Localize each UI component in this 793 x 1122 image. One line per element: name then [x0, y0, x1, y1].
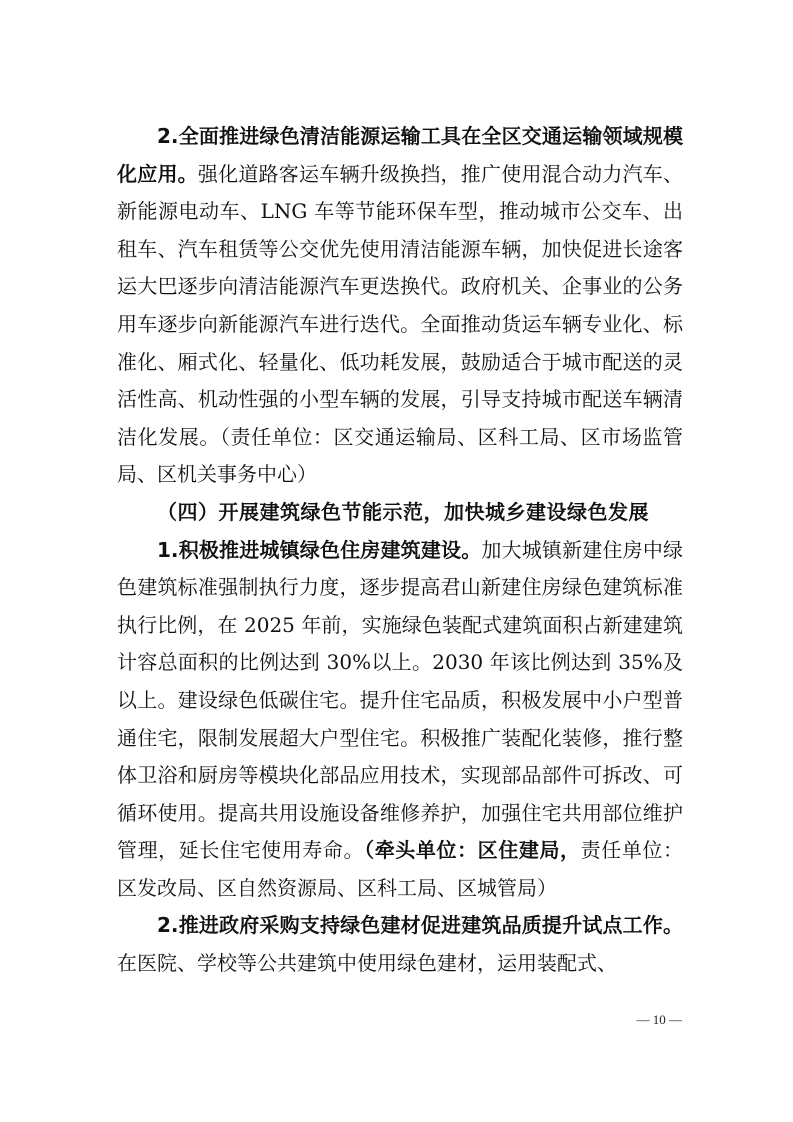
paragraph-lead: 2.推进政府采购支持绿色建材促进建筑品质提升试点工作。	[157, 913, 683, 938]
document-body	[117, 118, 683, 983]
paragraph-tail: 责任单位：区发改局、区自然资源局、区科工局、区城管局）	[117, 838, 684, 900]
paragraph-housing	[117, 532, 683, 908]
paragraph-text: 加大城镇新建住房中绿色建筑标准强制执行力度，逐步提高君山新建住房绿色建筑标准执行比例，在 2025 年前，实施绿色装配式建筑面积占新建建筑计容总面积的比例达到 30%以上。2030 年该比例达到 35%及以上。建设绿色低碳住宅。提升住宅品质，积极发展中小户型普通住宅，限制发展超大户型住宅。积极推广装配化装修，推行整体卫浴和厨房等模块化部品应用技术，实现部品部件可拆改、可循环使用。提高共用设施设备维修养护，加强住宅共用部位维护管理，延长住宅使用寿命。	[117, 537, 684, 863]
paragraph-procurement	[117, 907, 683, 982]
paragraph-text: 在医院、学校等公共建筑中使用绿色建材，运用装配式、	[117, 951, 617, 976]
paragraph-text: 强化道路客运车辆升级换挡，推广使用混合动力汽车、新能源电动车、LNG 车等节能环保车型，推动城市公交车、出租车、汽车租赁等公交优先使用清洁能源车辆，加快促进长途客运大巴逐步向清洁能源汽车更迭换代。政府机关、企事业的公务用车逐步向新能源汽车进行迭代。全面推动货运车辆专业化、标准化、厢式化、轻量化、低功耗发展，鼓励适合于城市配送的灵活性高、机动性强的小型车辆的发展，引导支持城市配送车辆清洁化发展。（责任单位：区交通运输局、区科工局、区市场监管局、区机关事务中心）	[117, 161, 684, 487]
section-heading: （四）开展建筑绿色节能示范，加快城乡建设绿色发展	[157, 499, 649, 524]
paragraph-lead: 2.全面推进绿色清洁能源运输工具在全区交通运输领域规模化应用。	[117, 124, 683, 186]
paragraph-lead: 1.积极推进城镇绿色住房建筑建设。	[157, 537, 482, 562]
paragraph-lead-unit: （牵头单位：区住建局，	[364, 838, 581, 863]
paragraph-transport	[117, 118, 683, 494]
page-number: — 10 —	[636, 1012, 682, 1027]
